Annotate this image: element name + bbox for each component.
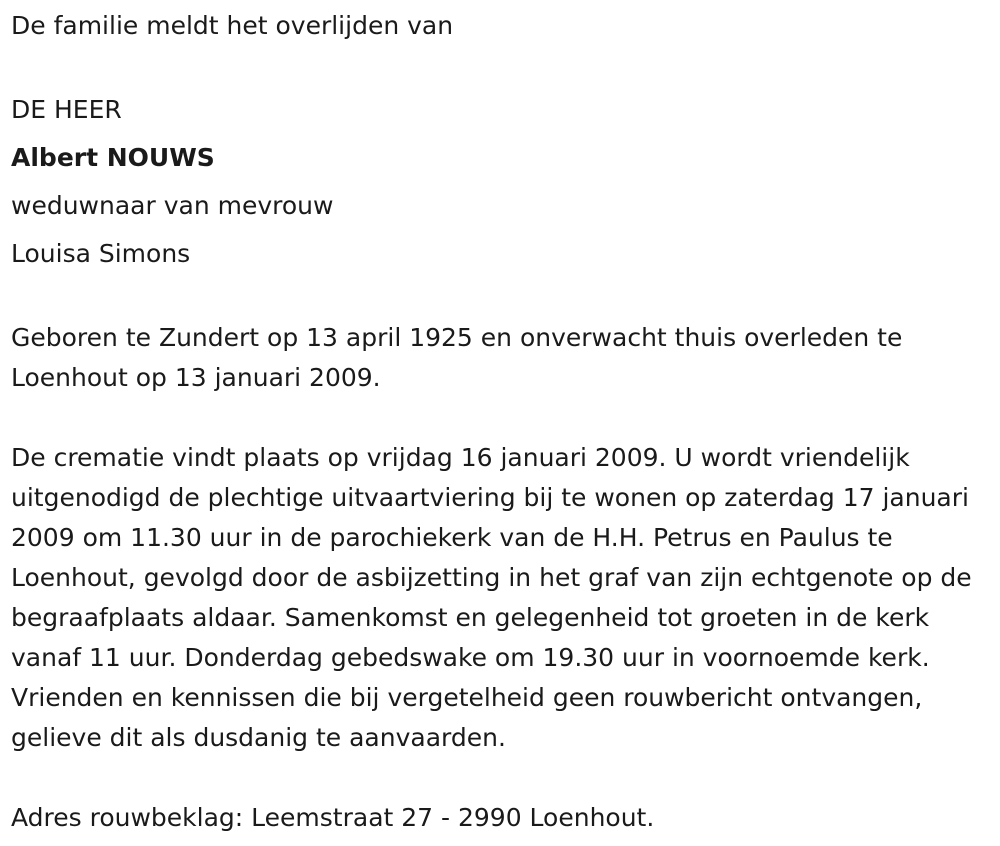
- ceremony-paragraph: De crematie vindt plaats op vrijdag 16 januari 2009. U wordt vriendelijk uitgenodigd de plechtige uitvaartviering bij te wonen op zaterdag 17 januari 2009 om 11.30 uur in de parochiekerk van de H.H. Petrus en Paulus te Loenhout, gevolgd door de asbijzetting in het graf van zijn echtgenote op de begraafplaats aldaar. Samenkomst en gelegenheid tot groeten in de kerk vanaf 11 uur. Donderdag gebedswake om 19.30 uur in voornoemde kerk. Vrienden en kennissen die bij vergetelheid geen rouwbericht ontvangen, gelieve dit als dusdanig te aanvaarden.: [11, 443, 972, 752]
- relation-text: weduwnaar van mevrouw: [11, 191, 334, 220]
- deceased-name: Albert NOUWS: [11, 143, 215, 172]
- spacer: [11, 46, 991, 86]
- partner-name: Louisa Simons: [11, 239, 191, 268]
- intro-text: De familie meldt het overlijden van: [11, 11, 454, 40]
- spacer: [11, 398, 991, 438]
- obituary-document: [11, 0, 991, 838]
- spacer: [11, 758, 991, 798]
- honorific-title: DE HEER: [11, 95, 122, 124]
- condolence-address: Adres rouwbeklag: Leemstraat 27 - 2990 Loenhout.: [11, 803, 655, 832]
- birth-death-paragraph: Geboren te Zundert op 13 april 1925 en onverwacht thuis overleden te Loenhout op 13 januari 2009.: [11, 323, 903, 392]
- spacer: [11, 278, 991, 318]
